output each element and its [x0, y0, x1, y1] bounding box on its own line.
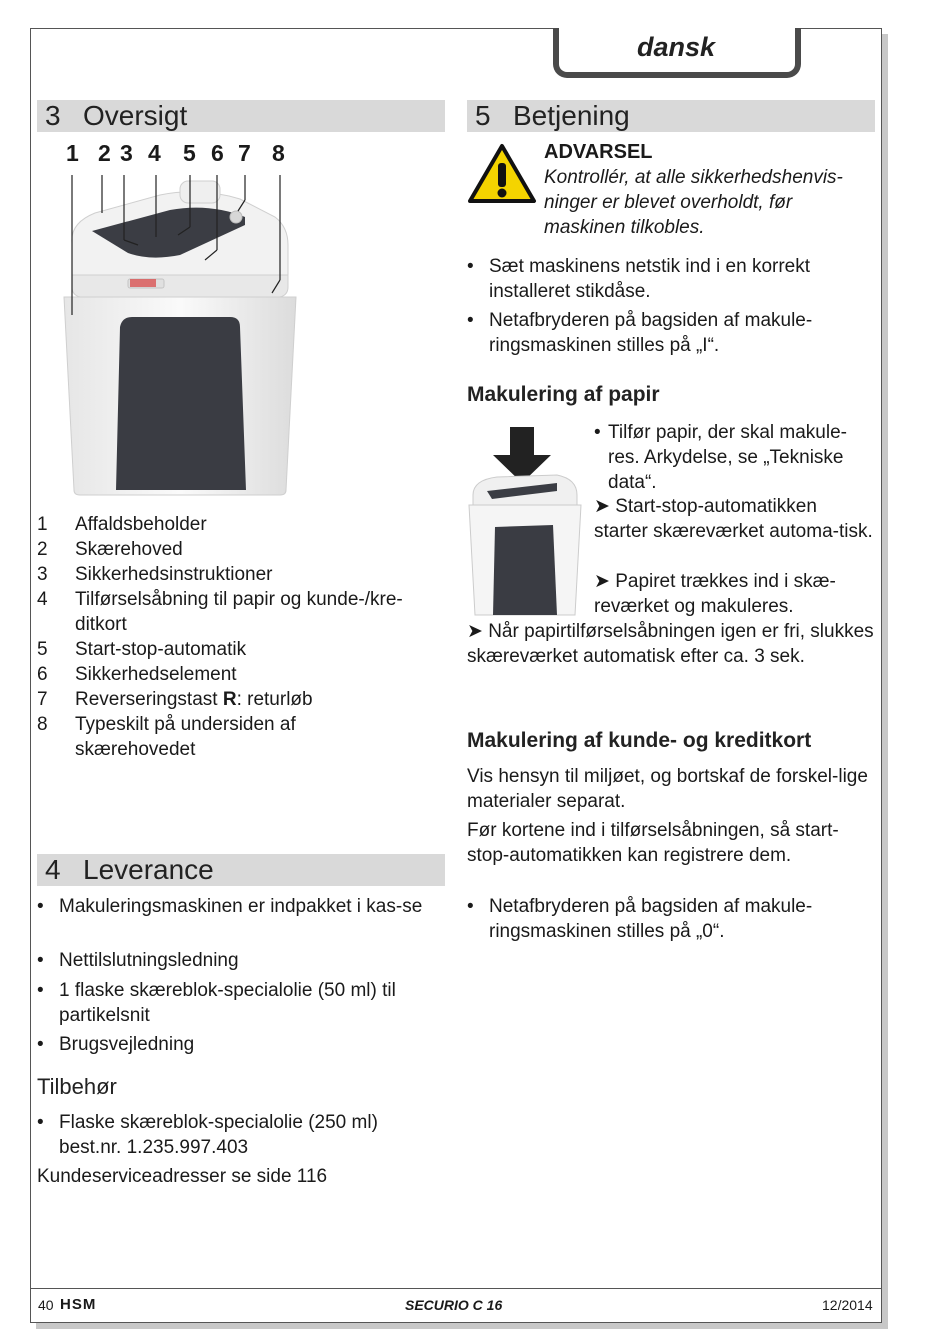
- card-shredding-heading: Makulering af kunde- og kreditkort: [467, 729, 812, 752]
- callout-1: 1: [66, 140, 79, 166]
- callout-3: 3: [120, 140, 133, 166]
- callout-2: 2: [98, 140, 111, 166]
- language-tab: [553, 28, 801, 78]
- section-title: Betjening: [513, 100, 630, 131]
- warning-title: ADVARSEL: [544, 141, 653, 163]
- footer-rule: [30, 1288, 882, 1289]
- warning-text: Kontrollér, at alle sikkerhedshenvis-ninger er blevet overholdt, før maskinen tilkobles.: [544, 167, 843, 238]
- legend-item: 8 Typeskilt på undersiden af skærehovedet: [37, 714, 296, 760]
- paper-result: ➤ Start-stop-automatikken starter skæreværket automa-tisk.: [594, 496, 873, 542]
- operation-step: • Netafbryderen på bagsiden af makule-ringsmaskinen stilles på „I“.: [467, 310, 813, 356]
- card-paragraph: Før kortene ind i tilførselsåbningen, så start-stop-automatikken kan registrere dem.: [467, 820, 839, 866]
- model-name: SECURIO C 16: [405, 1297, 503, 1313]
- page-number: 40: [38, 1297, 54, 1313]
- card-step: • Netafbryderen på bagsiden af makule-ringsmaskinen stilles på „0“.: [467, 896, 813, 942]
- delivery-item: • 1 flaske skæreblok-specialolie (50 ml) til partikelsnit: [37, 980, 396, 1026]
- callout-6: 6: [211, 140, 224, 166]
- section-overview-heading: [37, 100, 445, 132]
- arrow-icon: ➤: [594, 571, 616, 592]
- legend-item: 3 Sikkerhedsinstruktioner: [37, 564, 273, 585]
- warning-icon: [467, 143, 537, 205]
- paper-step: • Tilfør papir, der skal makule-res. Arkydelse, se „Tekniske data“.: [594, 422, 847, 493]
- legend-item: 5 Start-stop-automatik: [37, 639, 247, 660]
- callout-numbers: [62, 140, 302, 166]
- section-delivery-heading: [37, 854, 445, 886]
- legend-item: 1 Affaldsbeholder: [37, 514, 207, 535]
- paper-shredding-heading: Makulering af papir: [467, 383, 660, 406]
- delivery-item: • Makuleringsmaskinen er indpakket i kas-se: [37, 896, 423, 917]
- paper-result: ➤ Papiret trækkes ind i skæ-reværket og makuleres.: [594, 571, 836, 617]
- delivery-item: • Nettilslutningsledning: [37, 950, 239, 971]
- callout-4: 4: [148, 140, 161, 166]
- language-label: dansk: [636, 32, 715, 62]
- accessory-item: • Flaske skæreblok-specialolie (250 ml) best.nr. 1.235.997.403: [37, 1112, 378, 1158]
- legend-item: 7 Reverseringstast R: returløb: [37, 689, 313, 710]
- legend-item: 6 Sikkerhedselement: [37, 664, 237, 685]
- footer-date: 12/2014: [822, 1297, 873, 1313]
- shredder-illustration: [50, 165, 310, 500]
- legend-item: 2 Skærehoved: [37, 539, 183, 560]
- legend-item: 4 Tilførselsåbning til papir og kunde-/kre-ditkort: [37, 589, 403, 635]
- callout-8: 8: [272, 140, 285, 166]
- section-number: 5: [475, 100, 491, 131]
- accessories-heading: Tilbehør: [37, 1074, 117, 1099]
- overview-legend: [37, 512, 437, 762]
- paper-result: ➤ Når papirtilførselsåbningen igen er fri, slukkes skæreværket automatisk efter ca. 3 sek.: [467, 621, 874, 667]
- section-number: 4: [45, 854, 61, 885]
- section-title: Oversigt: [83, 100, 188, 131]
- hsm-logo: HSM: [60, 1296, 97, 1313]
- arrow-icon: ➤: [594, 496, 616, 517]
- service-note: Kundeserviceadresser se side 116: [37, 1166, 328, 1187]
- callout-7: 7: [238, 140, 251, 166]
- paper-feed-illustration: [467, 425, 587, 620]
- delivery-item: • Brugsvejledning: [37, 1034, 195, 1055]
- callout-5: 5: [183, 140, 196, 166]
- section-operation-heading: [467, 100, 875, 132]
- arrow-icon: ➤: [467, 621, 489, 642]
- operation-step: • Sæt maskinens netstik ind i en korrekt installeret stikdåse.: [467, 256, 811, 302]
- section-number: 3: [45, 100, 61, 131]
- card-paragraph: Vis hensyn til miljøet, og bortskaf de forskel-lige materialer separat.: [467, 766, 868, 812]
- section-title: Leverance: [83, 854, 214, 885]
